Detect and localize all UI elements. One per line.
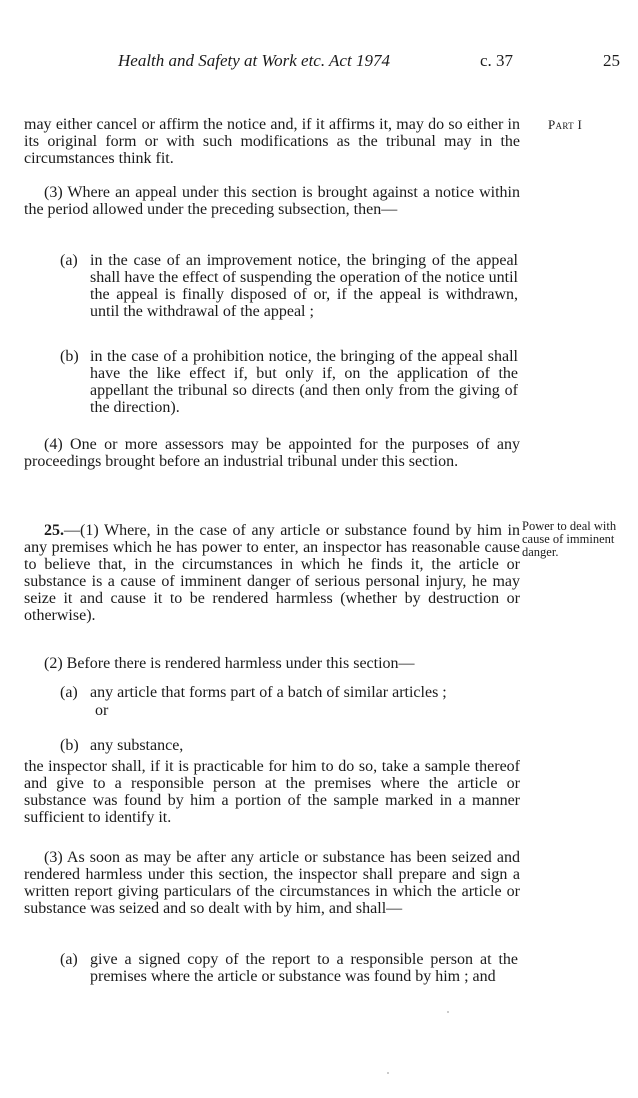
text-3b: in the case of a prohibition notice, the bringing of the appeal shall have the like effect if, but only if, on the application of the appellant the tribunal so directs (and then only from the giving of the direction). (90, 348, 518, 416)
conjunction-or: or (95, 702, 109, 719)
paragraph-3b (60, 348, 518, 416)
margin-note-section-25: Power to deal with cause of imminent danger. (522, 519, 617, 559)
label-3a: (a) (60, 252, 78, 269)
label-25-2b: (b) (60, 737, 79, 754)
text-25-3a: give a signed copy of the report to a responsible person at the premises where the article or substance was found by him ; and (90, 951, 518, 985)
paragraph-25-2-tail: the inspector shall, if it is practicable for him to do so, take a sample thereof and give to a responsible person at the premises where the article or substance was found by him a portion of the sample marked in a manner sufficient to identify it. (24, 758, 520, 826)
paragraph-25-3a (60, 951, 518, 985)
text-25-2b: any substance, (90, 737, 184, 754)
page-number: 25 (603, 51, 620, 70)
paragraph-25-2a (60, 684, 518, 701)
paragraph-25-2b (60, 737, 518, 754)
label-3b: (b) (60, 348, 79, 365)
scan-speck (447, 1011, 449, 1013)
scan-speck (387, 1072, 389, 1074)
paragraph-3a (60, 252, 518, 320)
label-25-2a: (a) (60, 684, 78, 701)
chapter-number: c. 37 (480, 51, 514, 70)
section-25-1-text: —(1) Where, in the case of any article or substance found by him in any premises which he has power to enter, an inspector has reasonable cause to believe that, in the circumstances in which he finds it, the article or substance is a cause of imminent danger of serious personal injury, he may seize it and cause it to be rendered harmless (whether by destruction or otherwise). (24, 522, 520, 624)
label-25-3a: (a) (60, 951, 78, 968)
paragraph-subsection-3: (3) Where an appeal under this section is brought against a notice within the period allowed under the preceding subsection, then— (24, 184, 520, 218)
margin-note-part: Part I (548, 117, 583, 132)
section-25-subsection-1 (24, 522, 520, 624)
section-number: 25. (44, 522, 64, 539)
running-header-title: Health and Safety at Work etc. Act 1974 (118, 51, 390, 70)
section-25-subsection-3: (3) As soon as may be after any article or substance has been seized and rendered harmless under this section, the inspector shall prepare and sign a written report giving particulars of the circumstances in which the article or substance was seized and so dealt with by him, and shall— (24, 849, 520, 917)
section-25-subsection-2: (2) Before there is rendered harmless under this section— (44, 655, 415, 672)
paragraph-subsection-4: (4) One or more assessors may be appointed for the purposes of any proceedings brought before an industrial tribunal under this section. (24, 436, 520, 470)
paragraph-continuation: may either cancel or affirm the notice and, if it affirms it, may do so either in its original form or with such modifications as the tribunal may in the circumstances think fit. (24, 116, 520, 167)
text-25-2a: any article that forms part of a batch of similar articles ; (90, 684, 447, 701)
text-3a: in the case of an improvement notice, the bringing of the appeal shall have the effect of suspending the operation of the notice until the appeal is finally disposed of or, if the appeal is withdrawn, until the withdrawal of the appeal ; (90, 252, 518, 320)
